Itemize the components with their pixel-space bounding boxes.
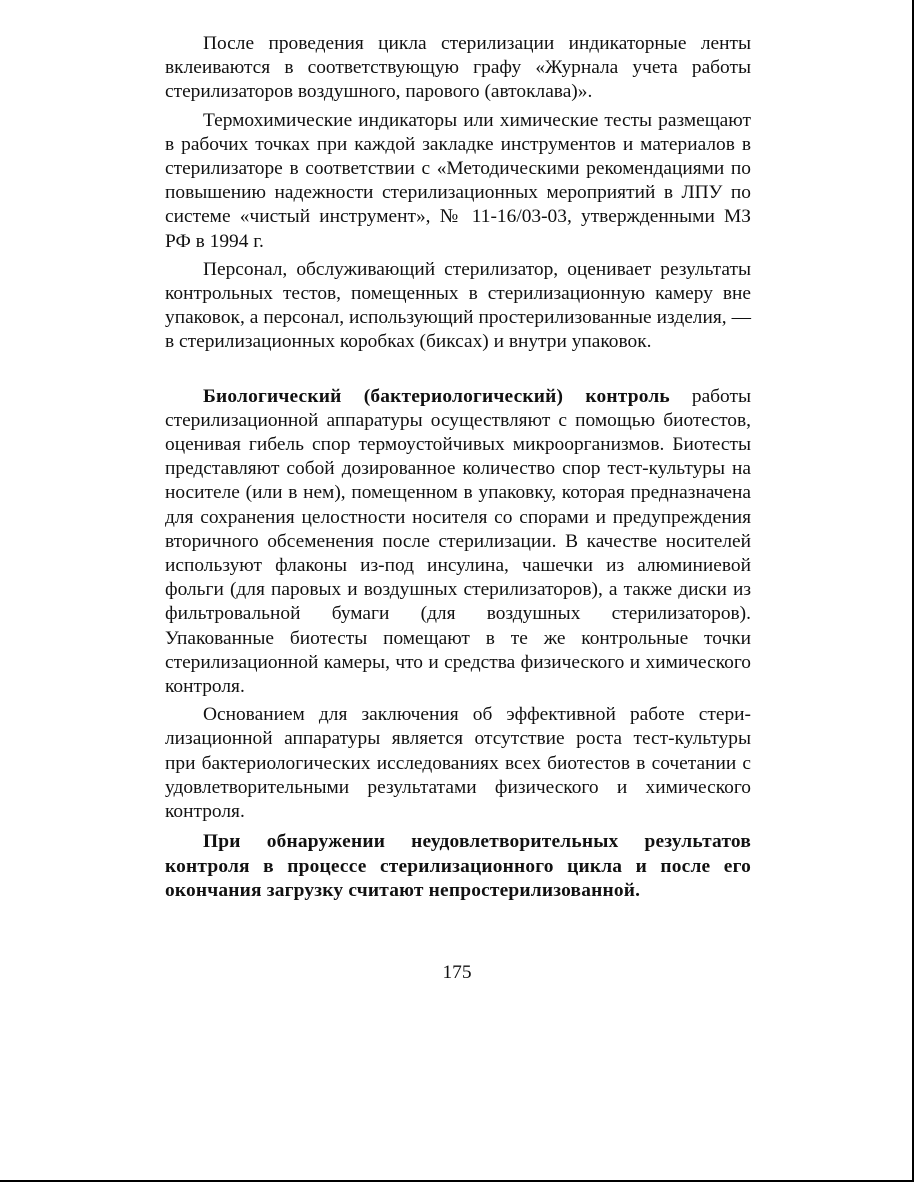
page-number: 175: [442, 962, 472, 983]
paragraph-unsatisfactory-results: При обнаружении неудовлетворительных результатов контроля в процессе стерилизационного цикла и после его окончания загрузку считают непростерилизованной.: [165, 831, 751, 901]
paragraph-staff-evaluation: Персонал, обслуживающий стерилизатор, оценивает результаты контрольных тестов, помещенных в стерилизационную камеру вне упаковок, а персонал, использующий простерилизованные изделия, — в стерилизационных коробках (биксах) и внутри упаковок.: [165, 258, 751, 353]
biological-control-heading: Биологический (бактериологический) контроль: [203, 385, 670, 407]
paragraph-thermochemical-indicators: Термохимические индикаторы или химические тесты размещают в рабочих точках при каждой закладке инструментов и материалов в стерилизаторе в соответствии с «Методическими рекомендациями по повышению надежности стерилизационных мероприятий в ЛПУ по системе «чистый инструмент», № 11-16/03-03, утвержденными МЗ РФ в 1994 г.: [165, 109, 751, 252]
paragraph-biological-control: [165, 385, 751, 700]
page-body: [165, 32, 751, 903]
paragraph-effectiveness-criteria: Основанием для заключения об эффективной работе стерилизационной аппаратуры является отсутствие роста тест-культуры при бактериологических исследованиях всех биотестов в сочетании с удовлетворительными результатами физического и химического контроля.: [165, 704, 751, 823]
paragraph-indicator-tapes: После проведения цикла стерилизации индикаторные ленты вклеиваются в соответствующую графу «Журнала учета работы стерилизаторов воздушного, парового (автоклава)».: [165, 33, 751, 103]
biological-control-text: работы стерилизационной аппаратуры осуществляют с помощью биотестов, оценивая гибель спор термоустойчивых микроорганизмов. Биотесты представляют собой дозированное количество спор тест-культуры на носителе (или в нем), помещенном в упаковку, которая предназначена для сохранения целостности носителя со спорами и предупреждения вторичного обсеменения после стерилизации. В качестве носителей используют флаконы из-под инсулина, чашечки из алюминиевой фольги (для паровых и воздушных стерилизаторов), а также диски из фильтровальной бумаги (для воздушных стерилизаторов). Упакованные биотесты помещают в те же контрольные точки стерилизационной камеры, что и средства физического и химического контроля.: [165, 385, 751, 698]
